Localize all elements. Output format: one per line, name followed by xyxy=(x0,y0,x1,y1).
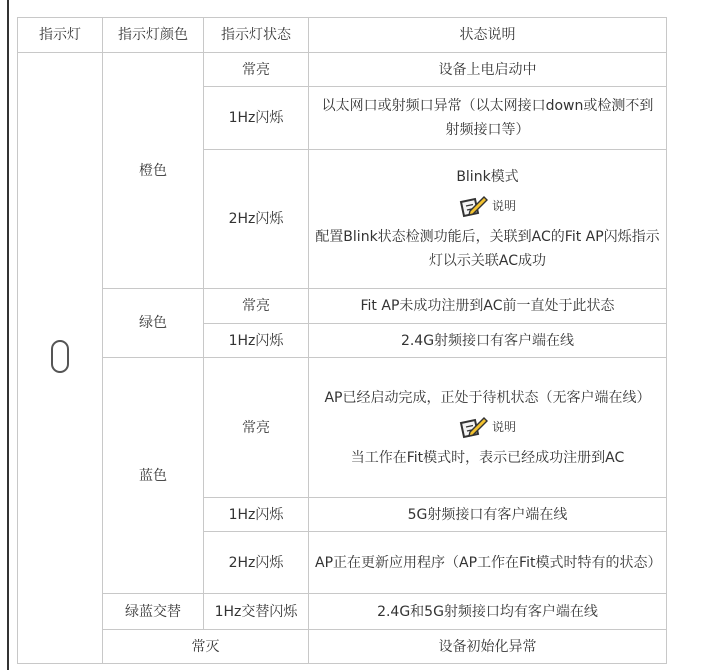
state-cell: 常亮 xyxy=(204,53,309,87)
led-status-table xyxy=(17,17,667,664)
header-description: 状态说明 xyxy=(309,18,667,53)
note-pencil-icon xyxy=(459,415,489,439)
color-green: 绿色 xyxy=(103,289,204,358)
description-body: 配置Blink状态检测功能后，关联到AC的Fit AP闪烁指示灯以示关联AC成功 xyxy=(315,229,660,269)
description-cell: Fit AP未成功注册到AC前一直处于此状态 xyxy=(309,289,667,324)
table-row xyxy=(18,630,667,664)
table-row xyxy=(18,53,667,87)
state-cell: 1Hz交替闪烁 xyxy=(204,594,309,630)
description-cell xyxy=(309,150,667,289)
state-off: 常灭 xyxy=(103,630,309,664)
table-row xyxy=(18,289,667,324)
color-blue: 蓝色 xyxy=(103,358,204,594)
state-cell: 1Hz闪烁 xyxy=(204,87,309,150)
header-state: 指示灯状态 xyxy=(204,18,309,53)
description-cell: AP正在更新应用程序（AP工作在Fit模式时特有的状态） xyxy=(309,532,667,594)
color-orange: 橙色 xyxy=(103,53,204,289)
color-alternating: 绿蓝交替 xyxy=(103,594,204,630)
state-cell: 常亮 xyxy=(204,358,309,498)
description-body: 当工作在Fit模式时，表示已经成功注册到AC xyxy=(350,449,625,466)
state-cell: 1Hz闪烁 xyxy=(204,324,309,358)
state-cell: 1Hz闪烁 xyxy=(204,498,309,532)
header-color: 指示灯颜色 xyxy=(103,18,204,53)
note-label: 说明 xyxy=(491,419,516,434)
description-cell: 设备上电启动中 xyxy=(309,53,667,87)
note-label: 说明 xyxy=(491,199,516,213)
led-indicator-icon xyxy=(51,340,69,373)
state-cell: 2Hz闪烁 xyxy=(204,150,309,289)
state-cell: 2Hz闪烁 xyxy=(204,532,309,594)
description-cell: 5G射频接口有客户端在线 xyxy=(309,498,667,532)
note-block xyxy=(315,191,660,221)
description-cell xyxy=(309,358,667,498)
indicator-cell xyxy=(18,53,103,664)
description-title: AP已经启动完成，正处于待机状态（无客户端在线） xyxy=(324,389,651,406)
table-row xyxy=(18,358,667,498)
description-cell: 以太网口或射频口异常（以太网接口down或检测不到射频接口等） xyxy=(309,87,667,150)
description-cell: 2.4G和5G射频接口均有客户端在线 xyxy=(309,594,667,630)
table-row xyxy=(18,594,667,630)
note-block xyxy=(315,412,660,442)
note-pencil-icon xyxy=(459,194,489,218)
table-header-row xyxy=(18,18,667,53)
description-cell: 设备初始化异常 xyxy=(309,630,667,664)
header-indicator: 指示灯 xyxy=(18,18,103,53)
state-cell: 常亮 xyxy=(204,289,309,324)
page-left-rule xyxy=(7,0,9,670)
description-title: Blink模式 xyxy=(456,169,519,185)
description-cell: 2.4G射频接口有客户端在线 xyxy=(309,324,667,358)
